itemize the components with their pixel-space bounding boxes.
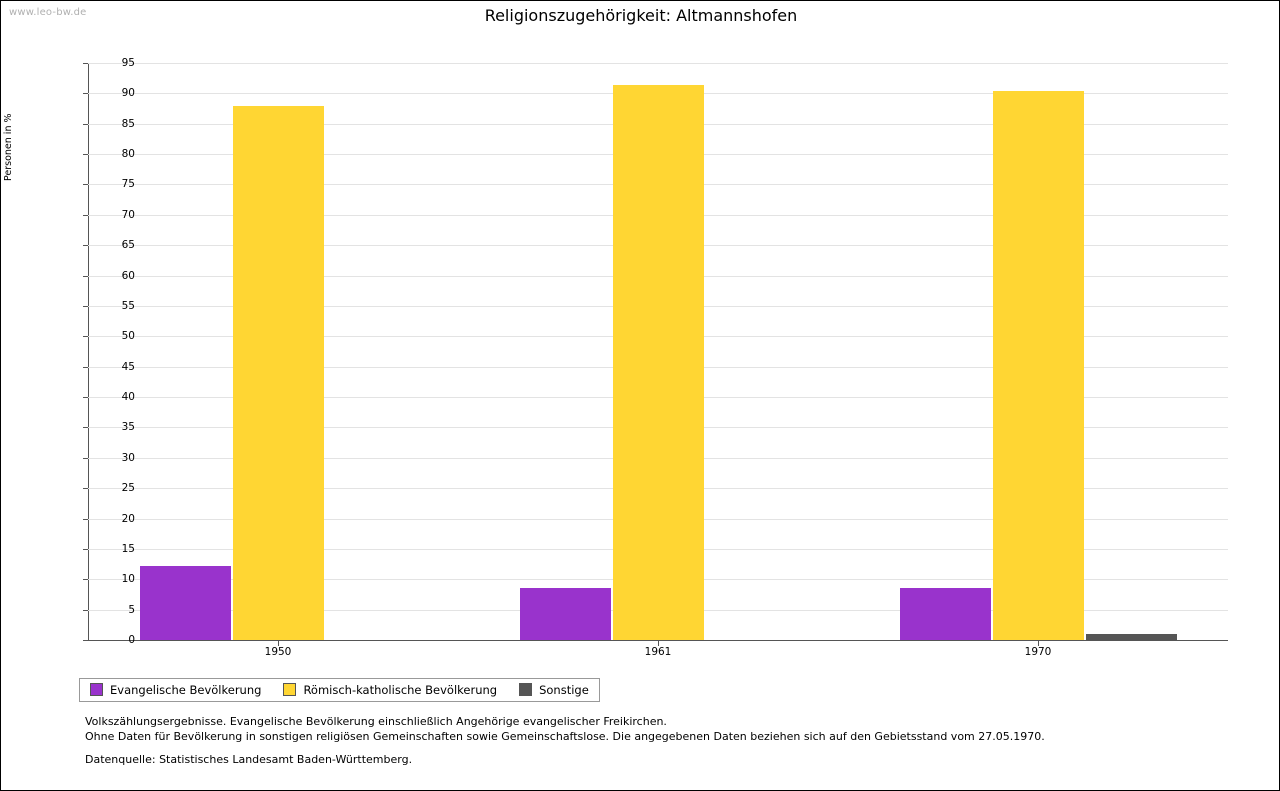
y-tick-mark [83,397,88,398]
watermark-text: www.leo-bw.de [9,7,87,18]
y-tick-mark [83,367,88,368]
y-tick-label: 85 [121,117,135,130]
y-tick-mark [83,488,88,489]
y-tick-label: 75 [121,178,135,191]
y-tick-mark [83,336,88,337]
y-tick-mark [83,458,88,459]
y-tick-label: 55 [121,299,135,312]
page-title: Religionszugehörigkeit: Altmannshofen [484,6,798,25]
y-tick-mark [83,124,88,125]
legend-label: Evangelische Bevölkerung [110,682,262,697]
chart-legend [79,678,600,702]
y-tick-mark [83,184,88,185]
y-tick-label: 5 [128,603,135,616]
gridline [88,63,1228,64]
footnote-line-1: Volkszählungsergebnisse. Evangelische Bevölkerung einschließlich Angehörige evangelischer Freikirchen. [85,715,667,728]
y-tick-label: 25 [121,482,135,495]
y-tick-label: 45 [121,360,135,373]
y-tick-mark [83,63,88,64]
legend-item [519,683,589,697]
x-tick-label: 1950 [264,646,292,658]
bar [1086,634,1177,640]
legend-item [90,683,261,697]
y-tick-label: 0 [128,634,135,646]
y-tick-mark [83,519,88,520]
y-tick-mark [83,215,88,216]
bar [993,91,1084,640]
y-tick-mark [83,276,88,277]
footnotes [85,714,1045,744]
y-tick-label: 80 [121,148,135,161]
y-tick-mark [83,93,88,94]
legend-item [283,683,497,697]
x-tick-label: 1961 [644,646,672,658]
y-tick-label: 35 [121,421,135,434]
legend-swatch [283,683,296,696]
bar [613,85,704,640]
y-tick-label: 15 [121,542,135,555]
y-tick-label: 10 [121,573,135,586]
bar [520,588,611,640]
y-axis-line [88,63,89,641]
y-tick-mark [83,640,88,641]
y-tick-mark [83,579,88,580]
y-tick-label: 95 [121,57,135,69]
bar [140,566,231,640]
y-tick-label: 50 [121,330,135,343]
y-tick-label: 40 [121,391,135,404]
legend-swatch [90,683,103,696]
y-tick-label: 90 [121,87,135,100]
y-tick-mark [83,306,88,307]
legend-swatch [519,683,532,696]
y-tick-label: 65 [121,239,135,252]
bar [233,106,324,640]
y-tick-label: 20 [121,512,135,525]
x-tick-label: 1970 [1024,646,1052,658]
y-tick-label: 60 [121,269,135,282]
y-tick-label: 70 [121,208,135,221]
data-source: Datenquelle: Statistisches Landesamt Baden-Württemberg. [85,753,413,766]
y-axis-label: Personen in % [3,113,14,181]
legend-label: Römisch-katholische Bevölkerung [303,682,498,697]
footnote-line-2: Ohne Daten für Bevölkerung in sonstigen religiösen Gemeinschaften sowie Gemeinschaftslose. Die angegebenen Daten beziehen sich auf den Gebietsstand vom 27.05.1970. [85,730,1045,743]
bar [900,588,991,640]
y-tick-mark [83,154,88,155]
y-tick-mark [83,549,88,550]
y-tick-mark [83,245,88,246]
y-tick-mark [83,610,88,611]
plot-area [88,57,1228,658]
legend-label: Sonstige [539,682,589,697]
y-tick-mark [83,427,88,428]
y-tick-label: 30 [121,451,135,464]
